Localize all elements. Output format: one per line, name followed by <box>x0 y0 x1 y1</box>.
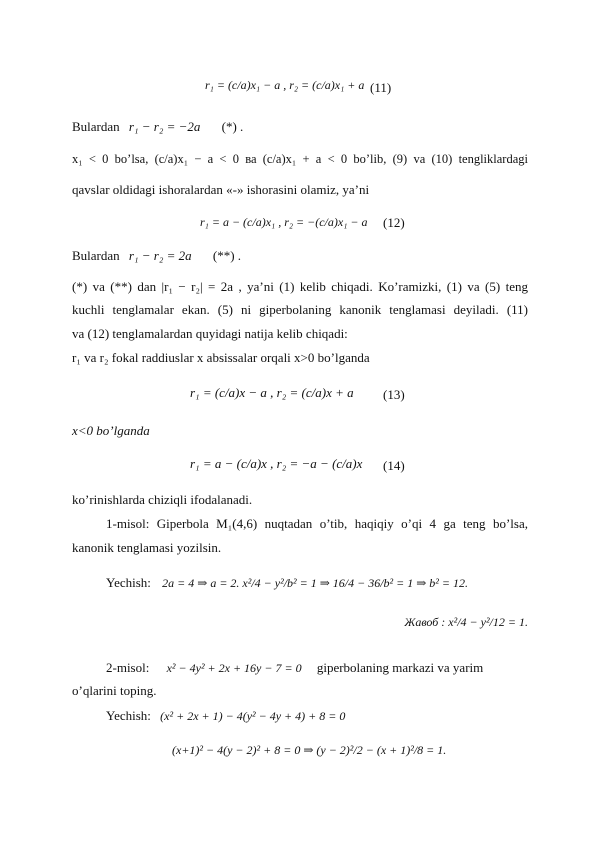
example1-line1: 1-misol: Giperbola M₁(4,6) nuqtadan o’tib, haqiqiy o’qi 4 ga teng bo’lsa, <box>106 516 528 531</box>
para-line-4: r₁ va r₂ fokal raddiuslar x absissalar orqali x>0 bo’lganda <box>72 350 370 365</box>
equation-14 <box>190 456 362 472</box>
text-bulardan-2: Bulardan r₁ − r₂ = 2a (**) . <box>72 248 242 263</box>
example1-line2: kanonik tenglamasi yozilsin. <box>72 540 222 555</box>
equation-14-body: r₁ = a − (c/a)x , r₂ = −a − (c/a)x <box>190 456 363 471</box>
equation-11-number: (11) <box>370 80 392 95</box>
equation-12-body: r₁ = a − (c/a)x₁ , r₂ = −(c/a)x₁ − a <box>200 215 368 229</box>
example1-solution: Yechish: 2a = 4 ⇒ a = 2. x²/4 − y²/b² = 1 ⇒ 16/4 − 36/b² = 1 ⇒ b² = 12. <box>106 575 468 590</box>
equation-13-number: (13) <box>383 387 405 402</box>
equation-13 <box>190 385 354 401</box>
text-x1-negative: x₁ < 0 bo’lsa, (c/a)x₁ − a < 0 ва (c/a)x₁ + a < 0 bo’lib, (9) va (10) tengliklardagi <box>72 152 528 166</box>
equation-11-body: r₁ = (c/a)x₁ − a , r₂ = (c/a)x₁ + a <box>205 78 365 92</box>
equation-13-body: r₁ = (c/a)x − a , r₂ = (c/a)x + a <box>190 385 354 400</box>
equation-14-number: (14) <box>383 458 405 473</box>
example2-line1: 2-misol: x² − 4y² + 2x + 16y − 7 = 0 giperbolaning markazi va yarim <box>106 660 484 675</box>
para-line-2: kuchli tenglamalar ekan. (5) ni giperbolaning kanonik tenglamasi deyiladi. (11) <box>72 302 528 317</box>
equation-11 <box>205 78 364 93</box>
text-signs: qavslar oldidagi ishoralardan «-» ishorasini olamiz, ya’ni <box>72 182 370 197</box>
text-linear: ko’rinishlarda chiziqli ifodalanadi. <box>72 492 253 507</box>
equation-12-number: (12) <box>383 215 405 230</box>
example1-answer: Жавоб : x²/4 − y²/12 = 1. <box>404 615 528 629</box>
example2-solution1: Yechish: (x² + 2x + 1) − 4(y² − 4y + 4) + 8 = 0 <box>106 708 346 723</box>
example2-line2: o’qlarini toping. <box>72 683 157 698</box>
para-line-3: va (12) tenglamalardan quyidagi natija kelib chiqadi: <box>72 326 348 341</box>
para-line-1: (*) va (**) dan |r₁ − r₂| = 2a , ya’ni (1) kelib chiqadi. Ko’ramizki, (1) va (5) teng <box>72 279 528 294</box>
text-x-negative: x<0 bo’lganda <box>72 423 150 438</box>
example2-solution2: (x+1)² − 4(y − 2)² + 8 = 0 ⇒ (y − 2)²/2 − (x + 1)²/8 = 1. <box>172 743 447 757</box>
equation-12 <box>200 215 367 230</box>
text-bulardan-1: Bulardan r₁ − r₂ = −2a (*) . <box>72 119 244 134</box>
